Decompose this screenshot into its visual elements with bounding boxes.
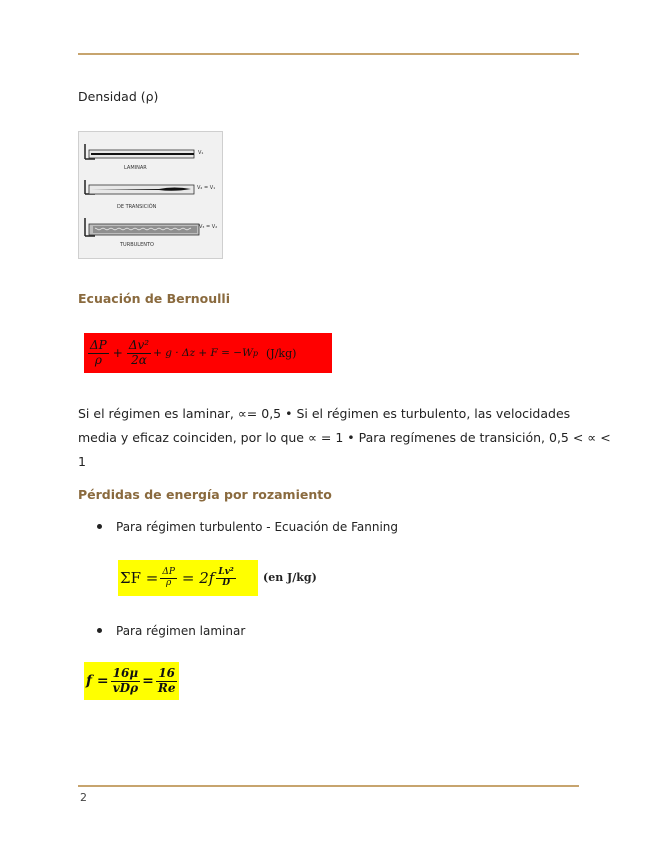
paragraph-line-3: 1 [78,454,86,469]
fanning-units: (en J/kg) [263,571,317,584]
density-label: Densidad (ρ) [78,89,159,104]
paragraph-line-1: Si el régimen es laminar, ∝= 0,5 • Si el régimen es turbulento, las velocidades [78,406,571,421]
fanning-rho: ρ [165,577,172,588]
laminar-d2: Re [157,680,176,695]
eq-units: (J/kg) [266,346,297,360]
bullet-dot [97,628,102,633]
eq-2alpha: 2α [131,352,147,367]
bullet-dot [97,524,102,529]
laminar-n2: 16 [158,666,176,681]
bernoulli-equation: $\frac{\Delta P}{\rho}$ + $\frac{\text{Δv²}}{2\alpha}$ + g · Δz + F = −W p (J/kg) [84,333,332,373]
eq-sub: p [252,348,259,358]
side-label-v1: V₁ [198,150,204,156]
fanning-dP: ΔP [162,566,175,577]
eq-rho: ρ [94,352,102,367]
bullet-laminar-text: Para régimen laminar [116,624,246,638]
footer-rule [78,785,579,787]
laminar-label: LAMINAR [124,165,147,171]
side-label-v2: V₂ = V₁ [197,185,216,191]
fanning-D: D [222,577,231,588]
fanning-eq: = 2f [181,569,215,587]
side-label-v3: V₃ = V₂ [199,224,218,230]
laminar-d1: vDρ [112,680,139,695]
paragraph-line-2: media y eficaz coinciden, por lo que ∝ = 1 • Para regímenes de transición, 0,5 < ∝ < [78,430,611,445]
bullet-turbulent-text: Para régimen turbulento - Ecuación de Fanning [116,520,399,534]
laminar-equation [84,662,179,700]
eq-dP: ΔP [90,338,107,353]
bernoulli-heading: Ecuación de Bernoulli [78,291,231,306]
losses-heading: Pérdidas de energía por rozamiento [78,487,332,502]
fanning-Lv2: Lv² [218,566,234,577]
turbulent-label: TURBULENTO [120,242,154,248]
page-number: 2 [80,791,87,804]
header-rule [78,53,579,55]
laminar-lhs: f = [86,673,109,689]
flow-regime-figure [78,131,223,259]
laminar-eq: = [142,673,154,689]
fanning-lhs: ΣF = [120,569,159,587]
bullet-laminar [97,624,245,638]
transition-label: DE TRANSICIÓN [117,204,157,210]
bullet-turbulent [97,520,398,534]
eq-dv2: Δv² [128,338,150,353]
eq-rest: + g · Δz + F = −W [153,347,253,359]
laminar-n1: 16μ [112,666,139,681]
fanning-equation [118,560,258,596]
